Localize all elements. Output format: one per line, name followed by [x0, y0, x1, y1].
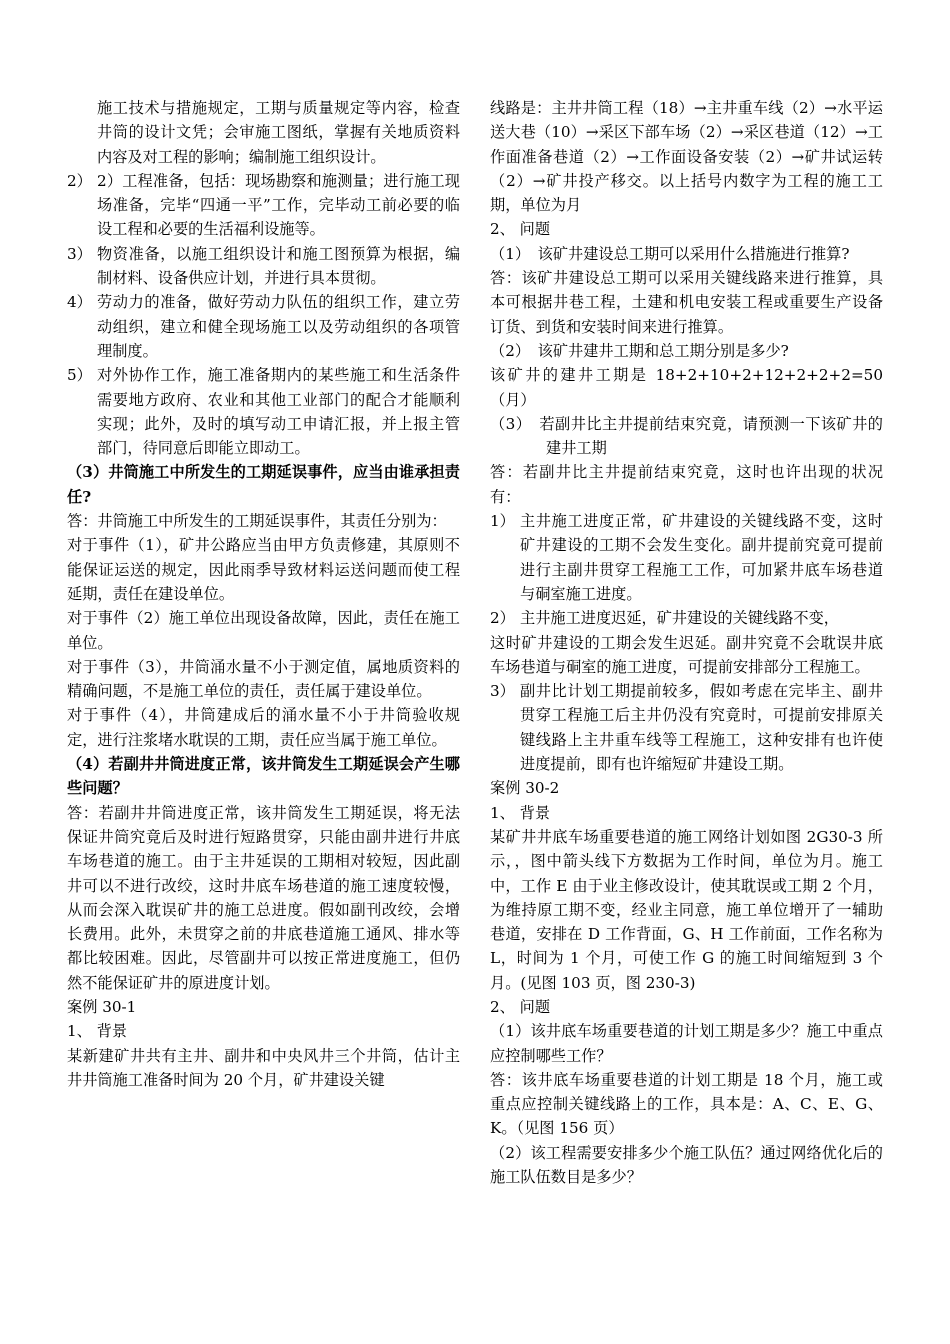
paragraph: 答：若副井井筒进度正常，该井筒发生工期延误，将无法保证井筒究竟后及时进行短路贯穿，只能由副井进行井底车场巷道的施工。由于主井延误的工期相对较短，因此副井可以不进行改绞，这时井底车场巷道的施工速度较慢，从而会深入耽误矿井的施工总进度。假如副刊改绞，会增长费用。此外，未贯穿之前的井底巷道施工通风、排水等都比较困难。因此，尽管副井可以按正常进度施工，但仍然不能保证矿井的原进度计划。	[67, 803, 460, 992]
case-title: 案例 30-1	[67, 997, 137, 1016]
question: （2） 该矿井建井工期和总工期分别是多少?	[490, 341, 789, 360]
case-title: 案例 30-2	[490, 779, 560, 798]
list-item	[490, 606, 883, 630]
question: （3） 若副井比主井提前结束究竟，请预测一下该矿井的建井工期	[490, 414, 883, 458]
list-number: 3）	[67, 244, 92, 263]
paragraph: 线路是：主井井筒工程（18）→主井重车线（2）→水平运送大巷（10）→采区下部车场（2）→采区巷道（12）→工作面准备巷道（2）→工作面设备安装（2）→矿井试运转（2）→矿井投产移交。以上括号内数字为工程的施工工期，单位为月	[490, 99, 883, 215]
paragraph: 对于事件（3），井筒涌水量不小于测定值，属地质资料的精确问题，不是施工单位的责任，责任属于建设单位。	[67, 657, 460, 701]
list-number: 5）	[67, 366, 92, 385]
paragraph: 答：井筒施工中所发生的工期延误事件，其责任分别为：	[67, 512, 447, 531]
list-text: 副井比计划工期提前较多，假如考虑在完毕主、副井贯穿工程施工后主井仍没有究竟时，可提前安排原关键线路上主井重车线等工程施工，这种安排有也许使进度提前，即有也许缩短矿井建设工期。	[520, 682, 883, 774]
paragraph: 某矿井井底车场重要巷道的施工网络计划如图 2G30-3 所示，，图中箭头线下方数据为工作时间，单位为月。施工中，工作 E 由于业主修改设计，使其耽误或工期 2 个月，为维持原工期不变，经业主同意，施工单位增开了一辅助巷道，安排在 D 工作背面，G、H 工作前面，工作名称为 L，时间为 1 个月，可使工作 G 的施工时间缩短到 3 个月。(见图 103 页，图 230-3)	[490, 827, 883, 992]
paragraph: 对于事件（4），井筒建成后的涌水量不小于井筒验收规定，进行注浆堵水耽误的工期，责任应当属于施工单位。	[67, 706, 460, 749]
question: （1）该井底车场重要巷道的计划工期是多少？施工中重点应控制哪些工作？	[490, 1022, 883, 1065]
paragraph: 对于事件（1），矿井公路应当由甲方负责修建，其原则不能保证运送的规定，因此雨季导致材料运送问题而使工程延期，责任在建设单位。	[67, 536, 460, 603]
list-item	[67, 169, 460, 242]
paragraph: 这时矿井建设的工期会发生迟延。副井究竟不会耽误井底车场巷道与硐室的施工进度，可提前安排部分工程施工。	[490, 633, 883, 676]
section-heading: 1、 背景	[490, 803, 551, 822]
list-item	[67, 242, 460, 291]
list-text: 主井施工进度迟延，矿井建设的关键线路不变，	[520, 609, 839, 628]
section-heading: 2、 问题	[490, 220, 551, 239]
list-item	[490, 679, 883, 776]
section-heading: 1、 背景	[67, 1022, 128, 1041]
list-number: 1）	[490, 512, 515, 531]
question-heading: （4）若副井井筒进度正常，该井筒发生工期延误会产生哪些问题？	[67, 755, 460, 798]
list-text: 对外协作工作，施工准备期内的某些施工和生活条件需要地方政府、农业和其他工业部门的配合才能顺利实现；此外，及时的填写动工申请汇报，并上报主管部门，待同意后即能立即动工。	[97, 366, 460, 458]
list-number: 4）	[67, 293, 92, 312]
list-number: 2）	[490, 609, 515, 628]
list-text: 物资准备，以施工组织设计和施工图预算为根据，编制材料、设备供应计划，并进行具本贯彻。	[97, 244, 460, 288]
question-heading: （3）井筒施工中所发生的工期延误事件，应当由谁承担责任?	[67, 463, 460, 506]
paragraph: 答：若副井比主井提前结束究竟，这时也许出现的状况有：	[490, 463, 883, 506]
list-item	[67, 363, 460, 460]
paragraph: 答：该井底车场重要巷道的计划工期是 18 个月，施工或重点应控制关键线路上的工作，具本是：A、C、E、G、K。（见图 156 页）	[490, 1070, 883, 1138]
question: （1） 该矿井建设总工期可以采用什么措施进行推算?	[490, 244, 850, 263]
paragraph: 某新建矿井共有主井、副井和中央风井三个井筒，估计主井井筒施工准备时间为 20 个月，矿井建设关键	[67, 1046, 460, 1089]
paragraph: 对于事件（2）施工单位出现设备故障，因此，责任在施工单位。	[67, 609, 460, 652]
list-text: 劳动力的准备，做好劳动力队伍的组织工作，建立劳动组织，建立和健全现场施工以及劳动组织的各项管理制度。	[97, 293, 460, 360]
section-heading: 2、 问题	[490, 997, 551, 1016]
question: （2）该工程需要安排多少个施工队伍？通过网络优化后的施工队伍数目是多少？	[490, 1143, 883, 1187]
paragraph: 该矿井的建井工期是 18+2+10+2+12+2+2+2=50（月）	[490, 366, 883, 409]
right-column	[490, 96, 883, 1189]
list-number: 3）	[490, 682, 515, 701]
paragraph: 施工技术与措施规定，工期与质量规定等内容，检查井筒的设计文凭；会审施工图纸，掌握有关地质资料内容及对工程的影响；编制施工组织设计。	[97, 99, 460, 166]
list-item	[490, 509, 883, 606]
list-text: 2）工程准备，包括：现场勘察和施测量；进行施工现场准备，完毕“四通一平”工作，完毕动工前必要的临设工程和必要的生活福利设施等。	[97, 171, 460, 239]
left-column	[67, 96, 460, 1092]
list-text: 主井施工进度正常，矿井建设的关键线路不变，这时矿井建设的工期不会发生变化。副井提前究竟可提前进行主副井贯穿工程施工工作，可加紧井底车场巷道与硐室施工进度。	[520, 512, 883, 603]
paragraph: 答：该矿井建设总工期可以采用关键线路来进行推算，具本可根据井巷工程，土建和机电安装工程或重要生产设备订货、到货和安装时间来进行推算。	[490, 269, 883, 336]
list-number: 2）	[67, 171, 92, 190]
list-item	[67, 290, 460, 363]
